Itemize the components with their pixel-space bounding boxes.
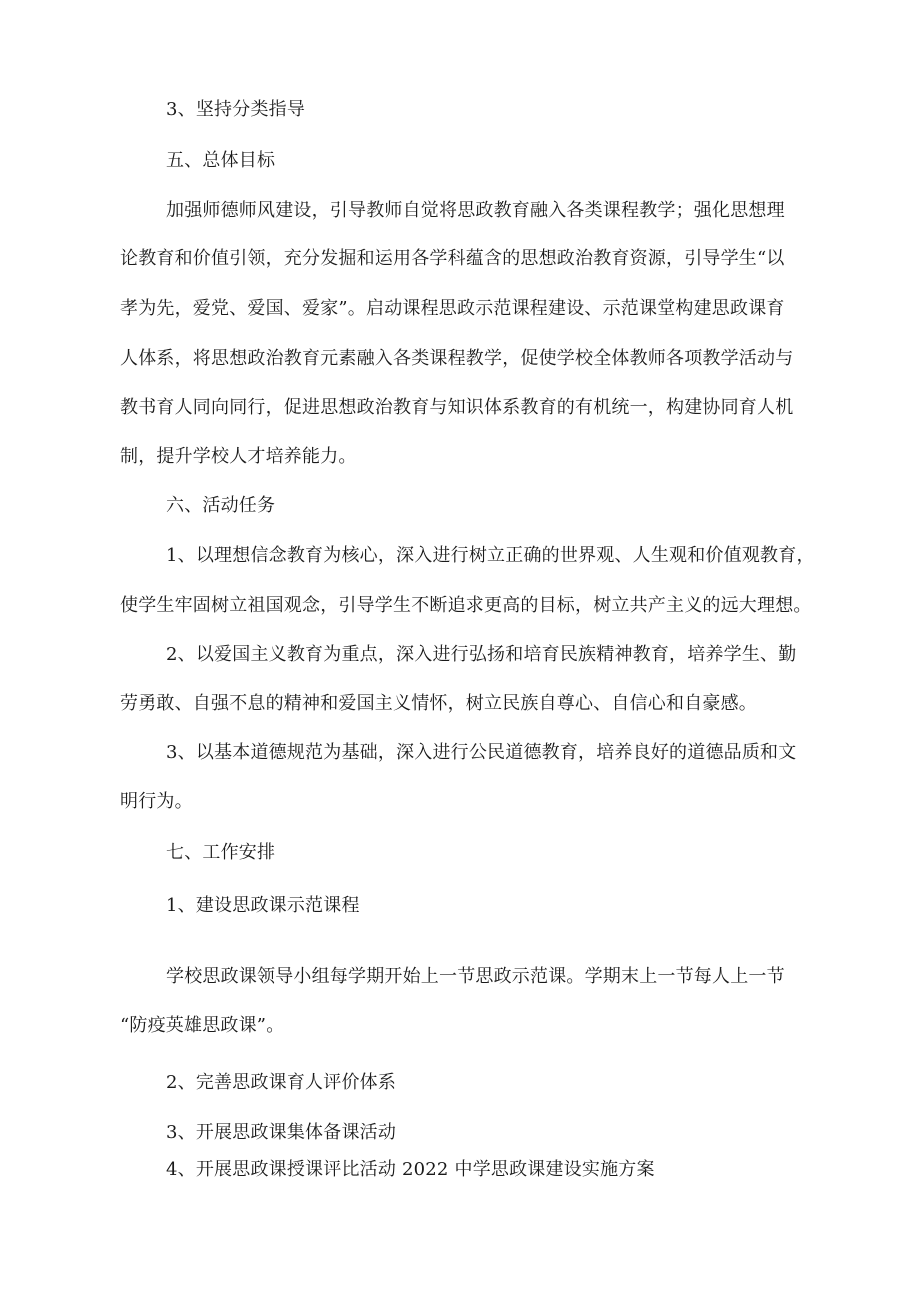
paragraph-line: 加强师德师风建设，引导教师自觉将思政教育融入各类课程教学；强化思想理	[166, 200, 785, 221]
work-item-title: 1、建设思政课示范课程	[166, 895, 360, 916]
paragraph-line: 教书育人同向同行，促进思想政治教育与知识体系教育的有机统一，构建协同育人机	[120, 397, 794, 418]
work-item-title: 2、完善思政课育人评价体系	[166, 1072, 397, 1093]
heading-keep-classified-guidance: 3、坚持分类指导	[166, 99, 306, 120]
paragraph-line: 论教育和价值引领，充分发掘和运用各学科蕴含的思想政治教育资源，引导学生“以	[120, 248, 785, 269]
section-title-overall-goals: 五、总体目标	[166, 150, 276, 171]
work-paragraph-line: “防疫英雄思政课”。	[120, 1015, 285, 1036]
task-line: 3、以基本道德规范为基础，深入进行公民道德教育，培养良好的道德品质和文	[166, 742, 797, 763]
section-title-activity-tasks: 六、活动任务	[166, 495, 276, 516]
paragraph-line: 人体系，将思想政治教育元素融入各类课程教学，促使学校全体教师各项教学活动与	[120, 348, 794, 369]
paragraph-line: 孝为先，爱党、爱国、爱家”。启动课程思政示范课程建设、示范课堂构建思政课育	[120, 298, 785, 319]
task-line: 劳勇敢、自强不息的精神和爱国主义情怀，树立民族自尊心、自信心和自豪感。	[120, 693, 757, 714]
work-item-title: 4、开展思政课授课评比活动 2022 中学思政课建设实施方案	[166, 1159, 655, 1180]
task-line: 明行为。	[120, 791, 193, 812]
task-line: 1、以理想信念教育为核心，深入进行树立正确的世界观、人生观和价值观教育，	[166, 545, 815, 566]
task-line: 使学生牢固树立祖国观念，引导学生不断追求更高的目标，树立共产主义的远大理想。	[120, 595, 812, 616]
paragraph-line: 制，提升学校人才培养能力。	[120, 446, 357, 467]
task-line: 2、以爱国主义教育为重点，深入进行弘扬和培育民族精神教育，培养学生、勤	[166, 644, 797, 665]
section-title-work-arrangement: 七、工作安排	[166, 842, 276, 863]
work-item-title: 3、开展思政课集体备课活动	[166, 1122, 397, 1143]
work-paragraph-line: 学校思政课领导小组每学期开始上一节思政示范课。学期末上一节每人上一节	[166, 966, 785, 987]
